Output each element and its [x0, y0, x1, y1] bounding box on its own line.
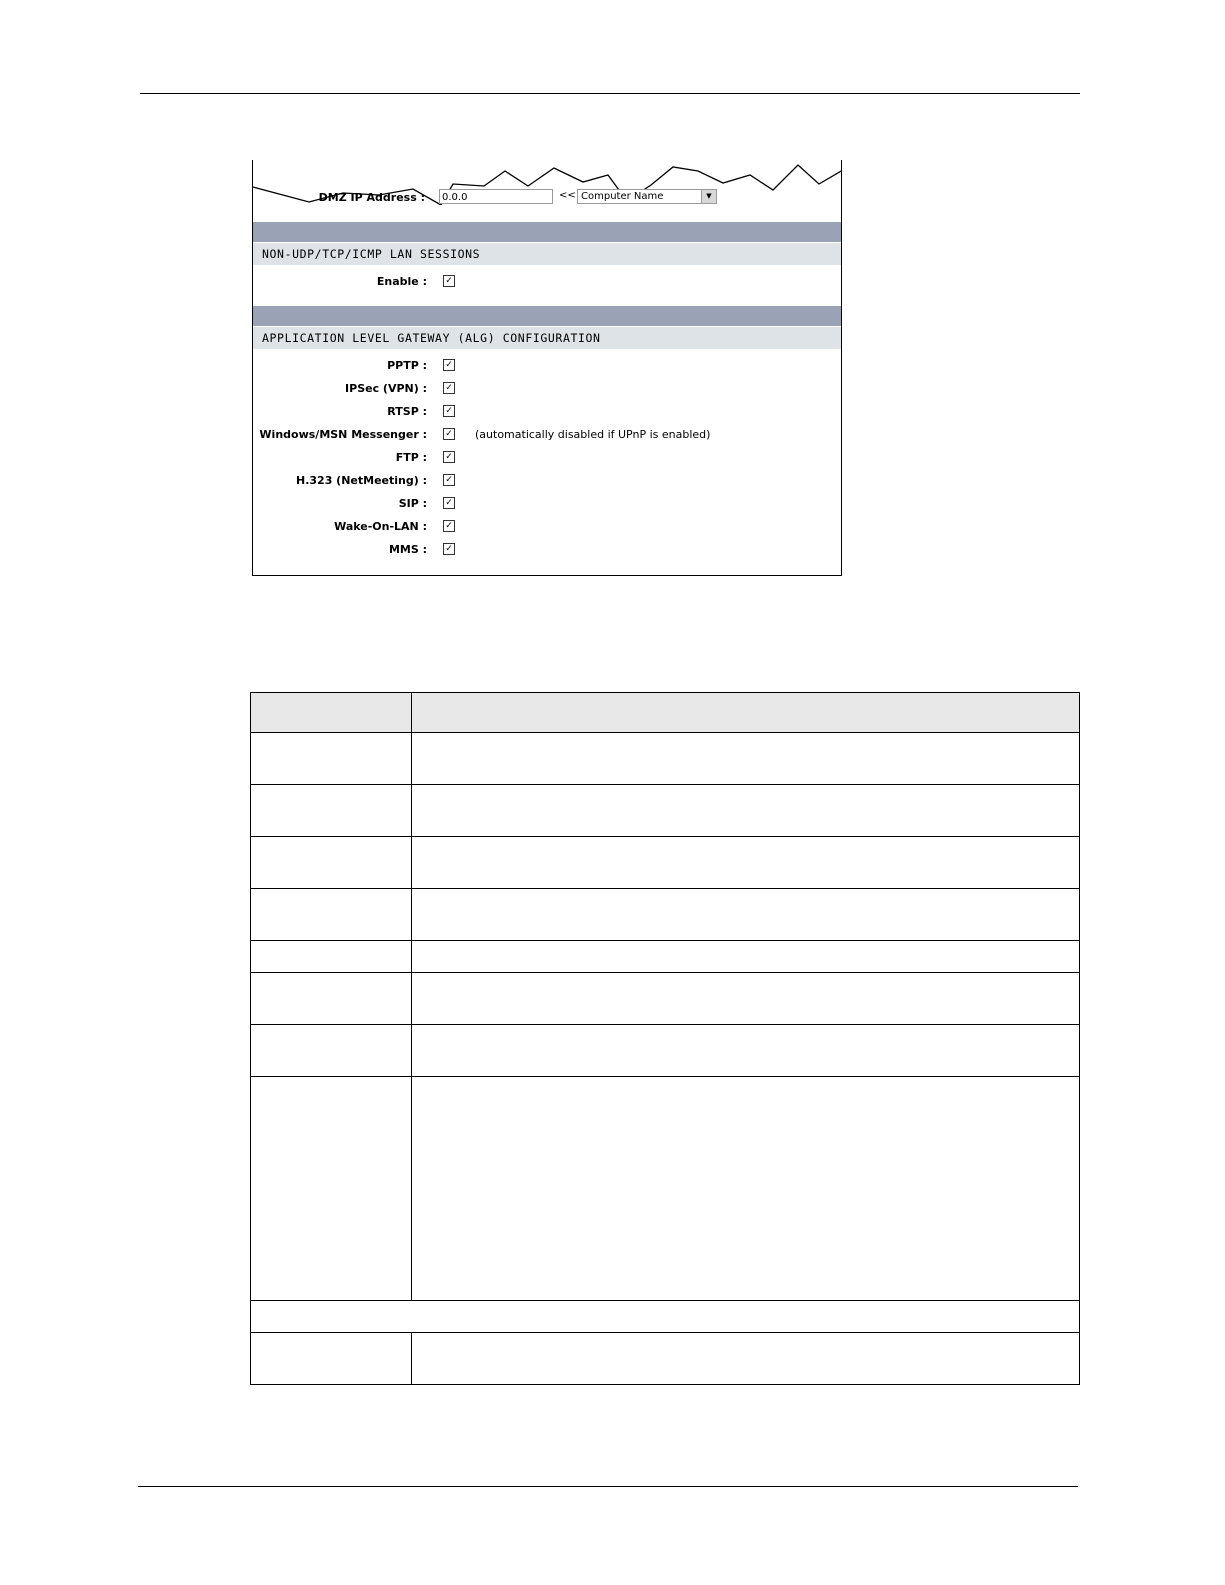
- non-udp-enable-checkbox[interactable]: ✓: [443, 275, 455, 287]
- alg-checkbox-h323[interactable]: ✓: [443, 474, 455, 486]
- section-divider-bar: [253, 222, 841, 242]
- alg-section-header: [253, 326, 841, 349]
- alg-row-pptp: [253, 357, 841, 375]
- header-rule: [140, 93, 1080, 94]
- table-cell: [251, 1301, 1080, 1333]
- copy-arrows-button[interactable]: <<: [559, 190, 576, 201]
- alg-checkbox-mms[interactable]: ✓: [443, 543, 455, 555]
- section-divider-bar: [253, 306, 841, 326]
- alg-label: MMS :: [388, 543, 427, 556]
- alg-label: IPSec (VPN) :: [345, 382, 427, 395]
- table-cell: [412, 837, 1080, 889]
- alg-label: Wake-On-LAN :: [334, 520, 427, 533]
- alg-checkbox-ipsec[interactable]: ✓: [443, 382, 455, 394]
- dmz-ip-label: DMZ IP Address :: [318, 191, 425, 204]
- table-cell: [412, 1333, 1080, 1385]
- alg-checkbox-ftp[interactable]: ✓: [443, 451, 455, 463]
- table-row: [251, 941, 1080, 973]
- non-udp-section-title: NON-UDP/TCP/ICMP LAN SESSIONS: [262, 247, 481, 261]
- dmz-ip-row: [253, 189, 841, 207]
- router-settings-screenshot: [252, 160, 842, 576]
- alg-row-h323: [253, 472, 841, 490]
- dropdown-arrow-icon[interactable]: ▼: [701, 190, 716, 203]
- table-cell: [251, 785, 412, 837]
- field-description-table: [250, 692, 1080, 1385]
- alg-label: PPTP :: [387, 359, 427, 372]
- table-cell: [251, 1333, 412, 1385]
- alg-row-mms: [253, 541, 841, 559]
- footer-rule: [138, 1486, 1078, 1487]
- alg-row-sip: [253, 495, 841, 513]
- table-cell: [412, 785, 1080, 837]
- alg-label: Windows/MSN Messenger :: [259, 428, 427, 441]
- alg-label: SIP :: [398, 497, 427, 510]
- table-cell: [412, 889, 1080, 941]
- alg-label: H.323 (NetMeeting) :: [296, 474, 427, 487]
- table-row: [251, 1333, 1080, 1385]
- alg-section-title: APPLICATION LEVEL GATEWAY (ALG) CONFIGURATION: [262, 331, 601, 345]
- alg-row-msn: [253, 426, 841, 444]
- alg-note-upnp: (automatically disabled if UPnP is enabled): [475, 428, 711, 441]
- alg-checkbox-wol[interactable]: ✓: [443, 520, 455, 532]
- table-row: [251, 733, 1080, 785]
- alg-row-rtsp: [253, 403, 841, 421]
- alg-row-ipsec: [253, 380, 841, 398]
- dmz-ip-input[interactable]: 0.0.0: [439, 189, 553, 204]
- table-cell: [412, 1077, 1080, 1301]
- non-udp-enable-label: Enable :: [376, 275, 427, 288]
- table-row: [251, 837, 1080, 889]
- alg-row-wol: [253, 518, 841, 536]
- alg-row-ftp: [253, 449, 841, 467]
- table-cell: [251, 973, 412, 1025]
- table-header-cell: [251, 693, 412, 733]
- non-udp-section-header: [253, 242, 841, 265]
- table-section-row: [251, 1301, 1080, 1333]
- table-cell: [412, 941, 1080, 973]
- table-cell: [251, 733, 412, 785]
- table-row: [251, 889, 1080, 941]
- table-cell: [251, 941, 412, 973]
- table-cell: [251, 1077, 412, 1301]
- alg-checkbox-msn[interactable]: ✓: [443, 428, 455, 440]
- alg-checkbox-pptp[interactable]: ✓: [443, 359, 455, 371]
- table-cell: [251, 889, 412, 941]
- table-cell: [412, 973, 1080, 1025]
- alg-label: FTP :: [395, 451, 427, 464]
- table-row: [251, 973, 1080, 1025]
- table-row: [251, 1025, 1080, 1077]
- alg-checkbox-sip[interactable]: ✓: [443, 497, 455, 509]
- alg-checkbox-rtsp[interactable]: ✓: [443, 405, 455, 417]
- table-header-row: [251, 693, 1080, 733]
- table-row: [251, 1077, 1080, 1301]
- table-cell: [412, 1025, 1080, 1077]
- computer-name-value: Computer Name: [581, 191, 664, 202]
- alg-label: RTSP :: [387, 405, 427, 418]
- table-cell: [412, 733, 1080, 785]
- computer-name-select[interactable]: [577, 189, 717, 204]
- table-header-cell: [412, 693, 1080, 733]
- non-udp-enable-row: [253, 273, 841, 291]
- table-cell: [251, 1025, 412, 1077]
- table-row: [251, 785, 1080, 837]
- table-cell: [251, 837, 412, 889]
